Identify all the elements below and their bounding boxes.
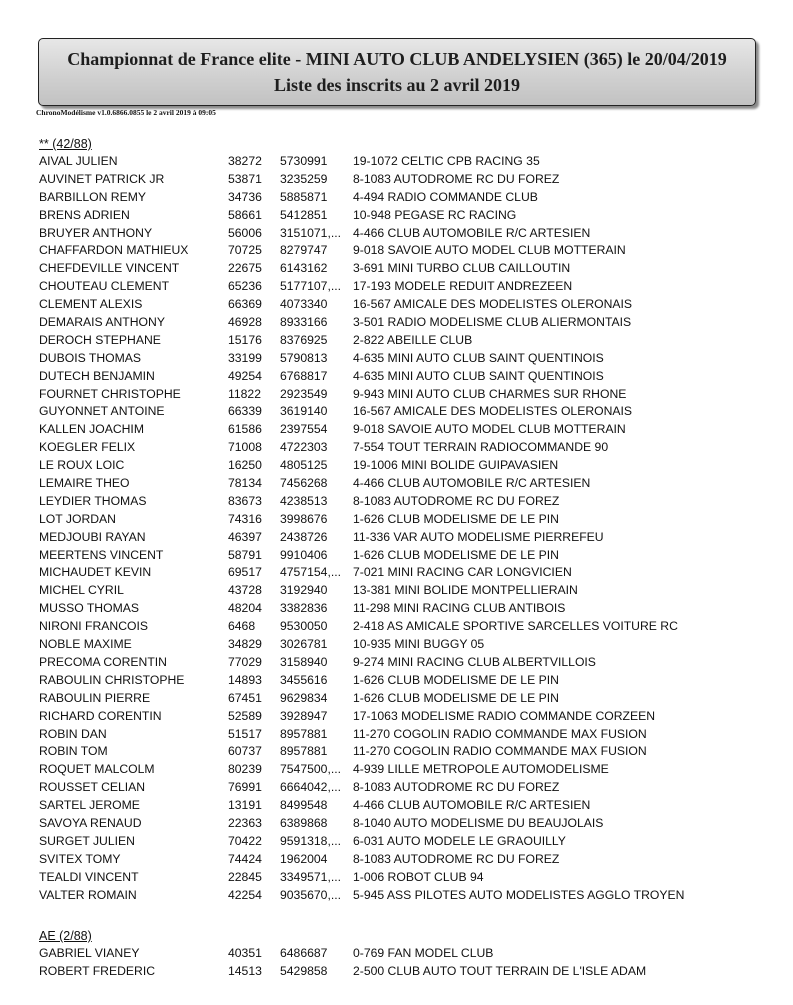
pilot-name: VALTER ROMAIN [39, 887, 137, 902]
license-number: 3349571,... [280, 869, 341, 884]
pilot-name: ROUSSET CELIAN [39, 780, 146, 795]
table-row [39, 278, 573, 296]
table-row [39, 708, 656, 726]
license-number: 9910406 [280, 547, 328, 562]
club-name: 11-298 MINI RACING CLUB ANTIBOIS [353, 601, 566, 616]
license-number: 8957881 [280, 726, 328, 741]
pilot-number: 74424 [228, 851, 262, 866]
club-name: 1-626 CLUB MODELISME DE LE PIN [353, 511, 559, 526]
pilot-name: SAVOYA RENAUD [39, 815, 142, 830]
table-row [39, 726, 647, 744]
pilot-name: KALLEN JOACHIM [39, 422, 144, 437]
pilot-number: 80239 [228, 762, 262, 777]
license-number: 5730991 [280, 154, 328, 168]
pilot-name: BRUYER ANTHONY [39, 225, 153, 240]
license-number: 6143162 [280, 261, 328, 276]
table-row [39, 815, 604, 833]
club-name: 9-274 MINI RACING CLUB ALBERTVILLOIS [353, 654, 596, 669]
club-name: 6-031 AUTO MODELE LE GRAOUILLY [353, 833, 566, 848]
license-number: 9035670,... [280, 887, 341, 902]
pilot-number: 74316 [228, 511, 262, 526]
pilot-number: 70725 [228, 243, 262, 258]
license-number: 9530050 [280, 619, 328, 634]
license-number: 5177107,... [280, 279, 341, 294]
table-row [39, 350, 604, 368]
pilot-number: 66339 [228, 404, 262, 419]
club-name: 10-935 MINI BUGGY 05 [353, 637, 485, 652]
table-row [39, 887, 685, 905]
pilot-number: 15176 [228, 332, 262, 347]
license-number: 3619140 [280, 404, 328, 419]
title-banner [38, 38, 756, 106]
pilot-number: 42254 [228, 887, 262, 902]
license-number: 8933166 [280, 315, 328, 330]
pilot-name: CHAFFARDON MATHIEUX [39, 243, 189, 258]
registrant-group-ae [39, 928, 647, 981]
pilot-name: SURGET JULIEN [39, 833, 135, 848]
table-row [39, 332, 473, 350]
pilot-number: 69517 [228, 565, 262, 580]
license-number: 3998676 [280, 511, 328, 526]
table-row [39, 582, 578, 600]
license-number: 2397554 [280, 422, 328, 437]
table-row [39, 242, 626, 260]
club-name: 11-270 COGOLIN RADIO COMMANDE MAX FUSION [353, 744, 647, 759]
table-row [39, 171, 560, 189]
license-number: 5429858 [280, 963, 328, 978]
license-number: 8957881 [280, 744, 328, 759]
pilot-name: ROBIN DAN [39, 726, 107, 741]
club-name: 8-1083 AUTODROME RC DU FOREZ [353, 780, 560, 795]
pilot-number: 14893 [228, 672, 262, 687]
pilot-name: DUBOIS THOMAS [39, 350, 142, 365]
table-row [39, 421, 626, 439]
table-row [39, 207, 517, 225]
club-name: 4-939 LILLE METROPOLE AUTOMODELISME [353, 762, 609, 777]
club-name: 11-336 VAR AUTO MODELISME PIERREFEU [353, 529, 604, 544]
pilot-number: 38272 [228, 154, 262, 168]
pilot-name: AUVINET PATRICK JR [39, 171, 165, 186]
pilot-name: ROBERT FREDERIC [39, 963, 156, 978]
club-name: 4-466 CLUB AUTOMOBILE R/C ARTESIEN [353, 476, 591, 491]
table-row [39, 833, 566, 851]
pilot-name: LEYDIER THOMAS [39, 493, 147, 508]
license-number: 1962004 [280, 851, 328, 866]
table-row [39, 439, 609, 457]
pilot-name: DEROCH STEPHANE [39, 332, 161, 347]
pilot-number: 52589 [228, 708, 262, 723]
pilot-number: 6468 [228, 619, 256, 634]
club-name: 8-1083 AUTODROME RC DU FOREZ [353, 851, 560, 866]
pilot-number: 66369 [228, 297, 262, 312]
table-row [39, 225, 591, 243]
club-name: 8-1083 AUTODROME RC DU FOREZ [353, 493, 560, 508]
pilot-name: MUSSO THOMAS [39, 601, 139, 616]
club-name: 19-1006 MINI BOLIDE GUIPAVASIEN [353, 458, 559, 473]
pilot-name: MEDJOUBI RAYAN [39, 529, 146, 544]
pilot-name: MICHAUDET KEVIN [39, 565, 152, 580]
table-row [39, 189, 538, 207]
pilot-number: 16250 [228, 458, 262, 473]
table-row [39, 493, 560, 511]
license-number: 2438726 [280, 529, 328, 544]
table-row [39, 945, 494, 963]
pilot-number: 11822 [228, 386, 261, 401]
club-name: 16-567 AMICALE DES MODELISTES OLERONAIS [353, 297, 633, 312]
license-number: 4757154,... [280, 565, 341, 580]
table-row [39, 636, 485, 654]
pilot-number: 46397 [228, 529, 262, 544]
club-name: 2-822 ABEILLE CLUB [353, 332, 473, 347]
club-name: 7-021 MINI RACING CAR LONGVICIEN [353, 565, 572, 580]
pilot-number: 34829 [228, 637, 262, 652]
pilot-name: MICHEL CYRIL [39, 583, 124, 598]
club-name: 9-018 SAVOIE AUTO MODEL CLUB MOTTERAIN [353, 422, 626, 437]
table-row [39, 475, 591, 493]
club-name: 3-691 MINI TURBO CLUB CAILLOUTIN [353, 261, 571, 276]
pilot-number: 49254 [228, 368, 262, 383]
pilot-name: FOURNET CHRISTOPHE [39, 386, 181, 401]
pilot-name: LOT JORDAN [39, 511, 116, 526]
pilot-number: 40351 [228, 946, 262, 960]
pilot-number: 13191 [228, 798, 262, 813]
table-row [39, 869, 484, 887]
pilot-number: 53871 [228, 171, 262, 186]
pilot-number: 34736 [228, 189, 262, 204]
club-name: 1-006 ROBOT CLUB 94 [353, 869, 484, 884]
club-name: 4-635 MINI AUTO CLUB SAINT QUENTINOIS [353, 350, 604, 365]
club-name: 0-769 FAN MODEL CLUB [353, 946, 494, 960]
table-row [39, 368, 604, 386]
table-row [39, 761, 609, 779]
pilot-name: DUTECH BENJAMIN [39, 368, 155, 383]
pilot-number: 83673 [228, 493, 262, 508]
table-row [39, 851, 560, 869]
pilot-number: 77029 [228, 654, 262, 669]
license-number: 8376925 [280, 332, 328, 347]
table-row [39, 511, 559, 529]
table-row [39, 153, 540, 171]
license-number: 6389868 [280, 815, 328, 830]
license-number: 6664042,... [280, 780, 341, 795]
pilot-number: 61586 [228, 422, 262, 437]
pilot-number: 22845 [228, 869, 262, 884]
license-number: 5412851 [280, 207, 328, 222]
pilot-number: 60737 [228, 744, 262, 759]
pilot-name: LE ROUX LOIC [39, 458, 125, 473]
license-number: 7456268 [280, 476, 328, 491]
pilot-name: ROQUET MALCOLM [39, 762, 155, 777]
pilot-number: 48204 [228, 601, 262, 616]
table-row [39, 690, 559, 708]
pilot-name: TEALDI VINCENT [39, 869, 139, 884]
pilot-name: DEMARAIS ANTHONY [39, 315, 165, 330]
license-number: 6768817 [280, 368, 328, 383]
pilot-number: 43728 [228, 583, 262, 598]
pilot-name: ROBIN TOM [39, 744, 108, 759]
club-name: 1-626 CLUB MODELISME DE LE PIN [353, 672, 559, 687]
pilot-number: 33199 [228, 350, 262, 365]
license-number: 4238513 [280, 493, 328, 508]
pilot-name: CHEFDEVILLE VINCENT [39, 261, 180, 276]
pilot-number: 58661 [228, 207, 262, 222]
table-row [39, 779, 560, 797]
pilot-number: 51517 [228, 726, 262, 741]
registrant-group-stars [39, 136, 685, 904]
pilot-name: MEERTENS VINCENT [39, 547, 164, 562]
license-number: 4722303 [280, 440, 328, 455]
table-row [39, 314, 632, 332]
table-row [39, 529, 604, 547]
pilot-name: NIRONI FRANCOIS [39, 619, 149, 634]
table-row [39, 564, 572, 582]
club-name: 19-1072 CELTIC CPB RACING 35 [353, 154, 540, 168]
pilot-number: 70422 [228, 833, 262, 848]
club-name: 9-018 SAVOIE AUTO MODEL CLUB MOTTERAIN [353, 243, 626, 258]
license-number: 8499548 [280, 798, 328, 813]
pilot-number: 14513 [228, 963, 262, 978]
club-name: 4-466 CLUB AUTOMOBILE R/C ARTESIEN [353, 798, 591, 813]
table-row [39, 386, 627, 404]
club-name: 13-381 MINI BOLIDE MONTPELLIERAIN [353, 583, 578, 598]
table-row [39, 672, 559, 690]
table-row [39, 743, 647, 761]
license-number: 2923549 [280, 386, 328, 401]
pilot-number: 71008 [228, 440, 262, 455]
table-row [39, 600, 566, 618]
license-number: 3158940 [280, 654, 328, 669]
group-header: AE (2/88) [39, 929, 92, 943]
club-name: 8-1040 AUTO MODELISME DU BEAUJOLAIS [353, 815, 604, 830]
club-name: 5-945 ASS PILOTES AUTO MODELISTES AGGLO TROYEN [353, 887, 685, 902]
club-name: 9-943 MINI AUTO CLUB CHARMES SUR RHONE [353, 386, 627, 401]
pilot-number: 56006 [228, 225, 262, 240]
pilot-name: AIVAL JULIEN [39, 154, 118, 168]
pilot-name: BRENS ADRIEN [39, 207, 130, 222]
license-number: 5790813 [280, 350, 328, 365]
pilot-number: 76991 [228, 780, 262, 795]
license-number: 3235259 [280, 171, 328, 186]
pilot-name: CHOUTEAU CLEMENT [39, 279, 170, 294]
license-number: 3382836 [280, 601, 328, 616]
club-name: 4-466 CLUB AUTOMOBILE R/C ARTESIEN [353, 225, 591, 240]
pilot-name: CLEMENT ALEXIS [39, 297, 143, 312]
pilot-number: 22363 [228, 815, 262, 830]
license-number: 9629834 [280, 690, 328, 705]
license-number: 3455616 [280, 672, 328, 687]
club-name: 3-501 RADIO MODELISME CLUB ALIERMONTAIS [353, 315, 632, 330]
club-name: 1-626 CLUB MODELISME DE LE PIN [353, 690, 559, 705]
table-row [39, 797, 591, 815]
software-version-line: ChronoModélisme v1.0.6866.0855 le 2 avril 2019 à 09:05 [36, 108, 216, 117]
page-title: Championnat de France elite - MINI AUTO CLUB ANDELYSIEN (365) le 20/04/2019 [67, 49, 727, 69]
pilot-name: SARTEL JEROME [39, 798, 140, 813]
table-row [39, 296, 633, 314]
club-name: 17-193 MODELE REDUIT ANDREZEEN [353, 279, 573, 294]
license-number: 5885871 [280, 189, 328, 204]
table-row [39, 260, 571, 278]
table-row [39, 403, 633, 421]
pilot-number: 58791 [228, 547, 262, 562]
license-number: 3192940 [280, 583, 328, 598]
license-number: 3928947 [280, 708, 328, 723]
license-number: 6486687 [280, 946, 328, 960]
table-row [39, 457, 559, 475]
table-row [39, 547, 559, 565]
table-row [39, 618, 678, 636]
license-number: 9591318,... [280, 833, 341, 848]
license-number: 4805125 [280, 458, 328, 473]
table-row [39, 654, 596, 672]
pilot-name: RABOULIN CHRISTOPHE [39, 672, 185, 687]
license-number: 3026781 [280, 637, 328, 652]
license-number: 4073340 [280, 297, 328, 312]
license-number: 8279747 [280, 243, 328, 258]
group-header: ** (42/88) [39, 137, 92, 151]
pilot-name: PRECOMA CORENTIN [39, 654, 167, 669]
pilot-name: RABOULIN PIERRE [39, 690, 151, 705]
pilot-name: SVITEX TOMY [39, 851, 121, 866]
page-subtitle: Liste des inscrits au 2 avril 2019 [274, 75, 520, 95]
club-name: 2-500 CLUB AUTO TOUT TERRAIN DE L'ISLE ADAM [353, 963, 647, 978]
license-number: 7547500,... [280, 762, 341, 777]
pilot-number: 22675 [228, 261, 262, 276]
registrant-list [39, 945, 647, 981]
table-row [39, 963, 647, 981]
club-name: 17-1063 MODELISME RADIO COMMANDE CORZEEN [353, 708, 656, 723]
club-name: 4-635 MINI AUTO CLUB SAINT QUENTINOIS [353, 368, 604, 383]
license-number: 3151071,... [280, 225, 341, 240]
club-name: 2-418 AS AMICALE SPORTIVE SARCELLES VOITURE RC [353, 619, 678, 634]
pilot-number: 67451 [228, 690, 262, 705]
pilot-name: KOEGLER FELIX [39, 440, 136, 455]
club-name: 7-554 TOUT TERRAIN RADIOCOMMANDE 90 [353, 440, 609, 455]
pilot-name: LEMAIRE THEO [39, 476, 130, 491]
pilot-name: GABRIEL VIANEY [39, 946, 140, 960]
pilot-number: 46928 [228, 315, 262, 330]
club-name: 10-948 PEGASE RC RACING [353, 207, 517, 222]
club-name: 4-494 RADIO COMMANDE CLUB [353, 189, 538, 204]
club-name: 8-1083 AUTODROME RC DU FOREZ [353, 171, 560, 186]
registrant-list [39, 153, 685, 904]
pilot-name: BARBILLON REMY [39, 189, 147, 204]
club-name: 1-626 CLUB MODELISME DE LE PIN [353, 547, 559, 562]
pilot-number: 78134 [228, 476, 262, 491]
club-name: 11-270 COGOLIN RADIO COMMANDE MAX FUSION [353, 726, 647, 741]
club-name: 16-567 AMICALE DES MODELISTES OLERONAIS [353, 404, 633, 419]
pilot-number: 65236 [228, 279, 262, 294]
pilot-name: GUYONNET ANTOINE [39, 404, 165, 419]
pilot-name: NOBLE MAXIME [39, 637, 132, 652]
pilot-name: RICHARD CORENTIN [39, 708, 162, 723]
